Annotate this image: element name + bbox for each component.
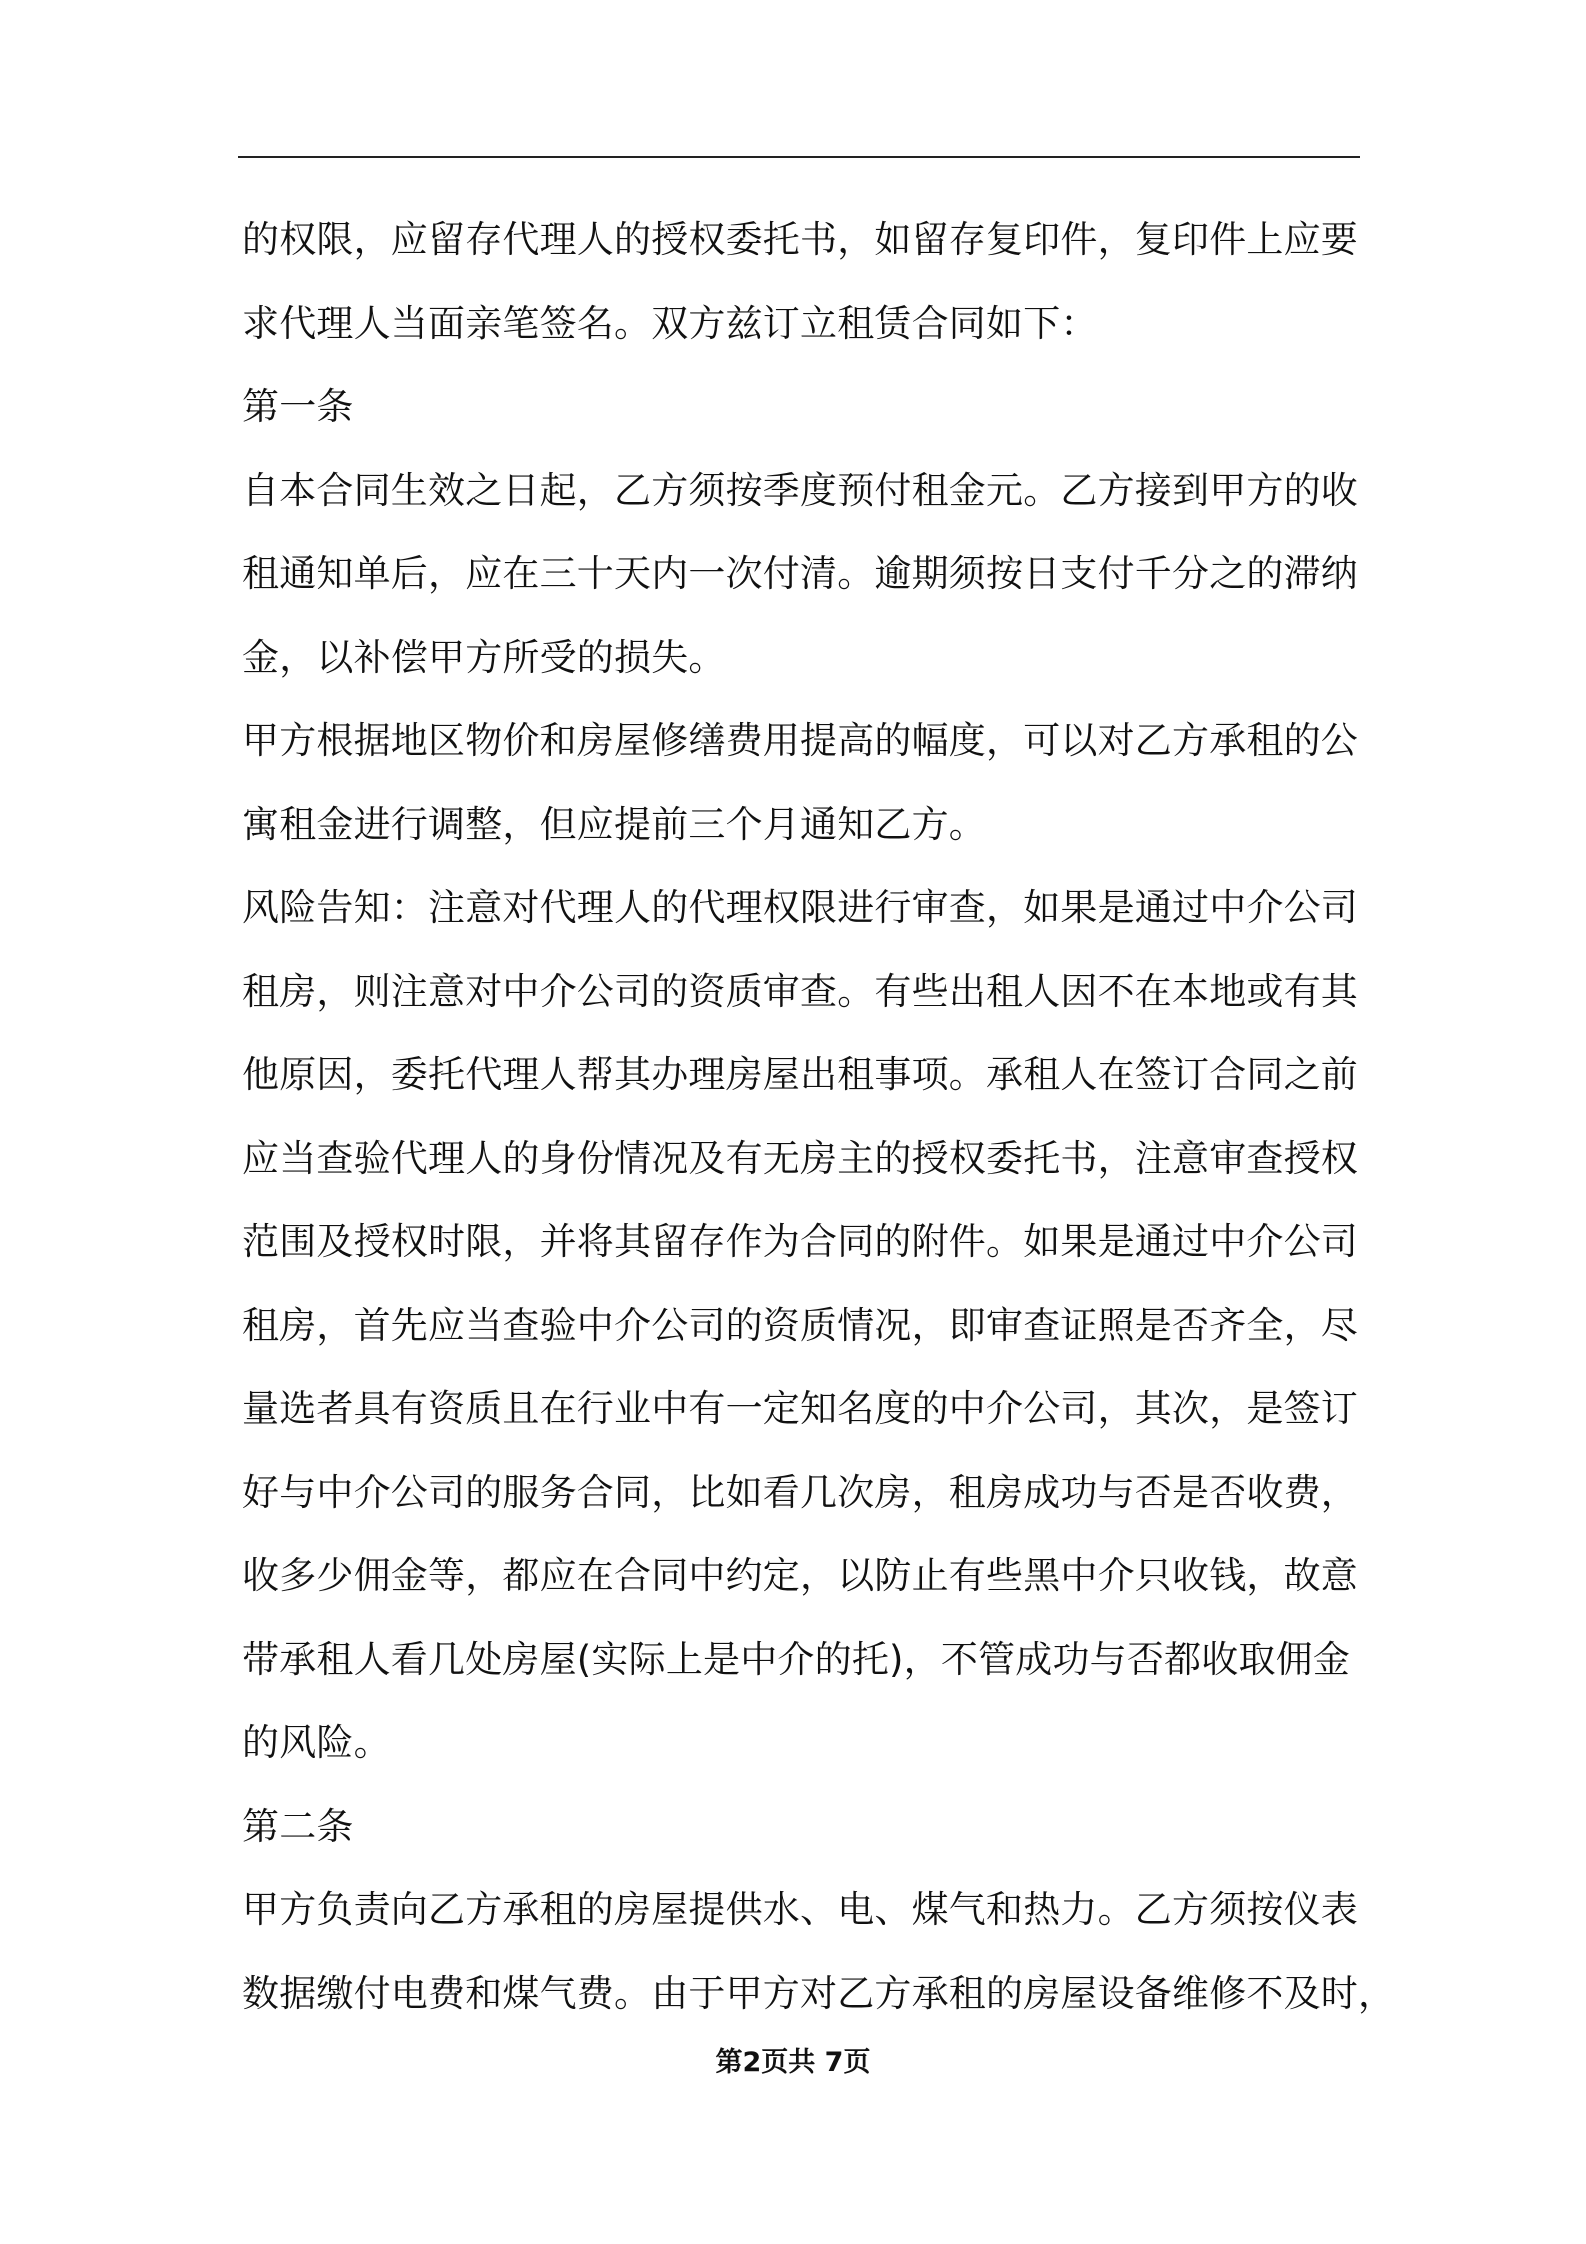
- text-line: 租通知单后，应在三十天内一次付清。逾期须按日支付千分之的滞纳: [242, 552, 1358, 595]
- text-line: 数据缴付电费和煤气费。由于甲方对乙方承租的房屋设备维修不及时，: [242, 1971, 1396, 2015]
- text-line: 他原因，委托代理人帮其办理房屋出租事项。承租人在签订合同之前: [242, 1053, 1358, 1096]
- text-line: 量选者具有资质且在行业中有一定知名度的中介公司，其次，是签订: [242, 1387, 1358, 1430]
- page-number-footer: 第2页共 7页: [715, 2047, 871, 2078]
- text-line: 自本合同生效之日起，乙方须按季度预付租金元。乙方接到甲方的收: [242, 468, 1358, 512]
- text-line: 寓租金进行调整，但应提前三个月通知乙方。: [242, 802, 986, 846]
- text-line: 的风险。: [242, 1721, 391, 1764]
- text-line: 甲方根据地区物价和房屋修缮费用提高的幅度，可以对乙方承租的公: [242, 719, 1358, 762]
- text-line: 带承租人看几处房屋(实际上是中介的托)，不管成功与否都收取佣金: [242, 1637, 1351, 1681]
- section-heading: 第一条: [242, 385, 354, 428]
- text-line: 范围及授权时限，并将其留存作为合同的附件。如果是通过中介公司: [242, 1220, 1358, 1263]
- text-line: 金，以补偿甲方所受的损失。: [242, 635, 726, 679]
- text-line: 应当查验代理人的身份情况及有无房主的授权委托书，注意审查授权: [242, 1136, 1358, 1180]
- text-line: 租房，首先应当查验中介公司的资质情况，即审查证照是否齐全，尽: [242, 1303, 1358, 1347]
- text-line: 租房，则注意对中介公司的资质审查。有些出租人因不在本地或有其: [242, 969, 1358, 1013]
- text-line: 的权限，应留存代理人的授权委托书，如留存复印件，复印件上应要: [242, 218, 1358, 261]
- text-line: 收多少佣金等，都应在合同中约定，以防止有些黑中介只收钱，故意: [242, 1554, 1358, 1597]
- text-line: 好与中介公司的服务合同，比如看几次房，租房成功与否是否收费，: [242, 1470, 1358, 1514]
- text-line: 风险告知：注意对代理人的代理权限进行审查，如果是通过中介公司: [242, 886, 1358, 929]
- text-line: 求代理人当面亲笔签名。双方兹订立租赁合同如下：: [242, 301, 1098, 345]
- document-body: [242, 198, 1396, 2035]
- section-heading: 第二条: [242, 1804, 354, 1848]
- text-line: 甲方负责向乙方承租的房屋提供水、电、煤气和热力。乙方须按仪表: [242, 1888, 1358, 1931]
- header-rule: [238, 156, 1360, 158]
